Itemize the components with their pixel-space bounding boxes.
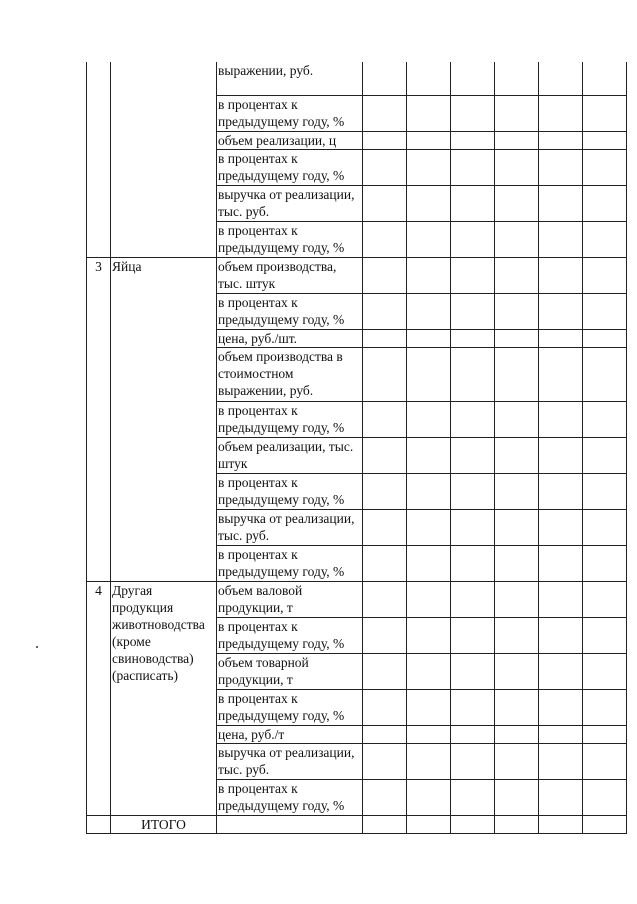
value-cell[interactable]	[495, 725, 539, 743]
row-number: 4	[87, 581, 111, 815]
value-cell[interactable]	[539, 62, 583, 95]
value-cell[interactable]	[407, 545, 451, 581]
value-cell[interactable]	[583, 725, 627, 743]
indicator-cell: объем товарной продукции, т	[217, 653, 363, 689]
value-cell[interactable]	[451, 221, 495, 257]
value-cell[interactable]	[495, 221, 539, 257]
value-cell[interactable]	[363, 437, 407, 473]
indicator-cell: в процентах к предыдущему году, %	[217, 293, 363, 329]
product-name-line: продукция	[112, 599, 174, 615]
value-cell[interactable]	[407, 293, 451, 329]
value-cell[interactable]	[451, 329, 495, 347]
value-cell[interactable]	[451, 509, 495, 545]
indicator-cell: в процентах к предыдущему году, %	[217, 545, 363, 581]
value-cell[interactable]	[495, 95, 539, 131]
indicator-cell: выражении, руб.	[217, 62, 363, 95]
value-cell[interactable]	[495, 329, 539, 347]
value-cell[interactable]	[363, 347, 407, 401]
value-cell[interactable]	[363, 329, 407, 347]
value-cell[interactable]	[363, 815, 407, 833]
table-row	[87, 581, 627, 617]
value-cell[interactable]	[407, 509, 451, 545]
value-cell[interactable]	[407, 689, 451, 725]
indicator-cell: в процентах к предыдущему году, %	[217, 95, 363, 131]
indicator-cell: в процентах к предыдущему году, %	[217, 221, 363, 257]
value-cell[interactable]	[539, 329, 583, 347]
product-name	[111, 62, 217, 257]
value-cell[interactable]	[451, 545, 495, 581]
value-cell[interactable]	[539, 473, 583, 509]
indicator-cell: выручка от реализации, тыс. руб.	[217, 743, 363, 779]
value-cell[interactable]	[363, 473, 407, 509]
total-label: ИТОГО	[111, 815, 217, 833]
value-cell[interactable]	[495, 545, 539, 581]
value-cell[interactable]	[451, 581, 495, 617]
value-cell[interactable]	[495, 293, 539, 329]
value-cell[interactable]	[495, 473, 539, 509]
value-cell[interactable]	[363, 725, 407, 743]
indicator-cell: объем валовой продукции, т	[217, 581, 363, 617]
value-cell[interactable]	[495, 131, 539, 149]
value-cell[interactable]	[583, 545, 627, 581]
value-cell[interactable]	[451, 62, 495, 95]
product-name-line: свиноводства)	[112, 650, 194, 666]
value-cell[interactable]	[495, 689, 539, 725]
indicator-cell: цена, руб./шт.	[217, 329, 363, 347]
value-cell[interactable]	[363, 221, 407, 257]
product-name-line: (расписать)	[112, 667, 179, 683]
value-cell[interactable]	[363, 95, 407, 131]
value-cell[interactable]	[539, 725, 583, 743]
value-cell[interactable]	[363, 509, 407, 545]
value-cell[interactable]	[451, 689, 495, 725]
value-cell[interactable]	[583, 509, 627, 545]
value-cell[interactable]	[451, 779, 495, 815]
value-cell[interactable]	[583, 221, 627, 257]
indicator-cell: объем производства, тыс. штук	[217, 257, 363, 293]
value-cell[interactable]	[407, 257, 451, 293]
value-cell[interactable]	[407, 725, 451, 743]
product-name-line: животноводства	[112, 616, 205, 632]
value-cell[interactable]	[539, 131, 583, 149]
value-cell[interactable]	[407, 185, 451, 221]
value-cell[interactable]	[583, 131, 627, 149]
value-cell[interactable]	[539, 185, 583, 221]
value-cell[interactable]	[451, 473, 495, 509]
value-cell[interactable]	[583, 617, 627, 653]
value-cell[interactable]	[495, 257, 539, 293]
value-cell[interactable]	[539, 347, 583, 401]
indicator-cell: объем реализации, тыс. штук	[217, 437, 363, 473]
value-cell[interactable]	[451, 743, 495, 779]
value-cell[interactable]	[451, 617, 495, 653]
value-cell[interactable]	[539, 293, 583, 329]
value-cell[interactable]	[583, 257, 627, 293]
product-name-line: Другая	[112, 582, 153, 598]
indicators-table	[86, 62, 627, 834]
value-cell[interactable]	[217, 815, 363, 833]
value-cell[interactable]	[539, 815, 583, 833]
table-row	[87, 62, 627, 95]
indicator-cell: объем производства в стоимостном выражении, руб.	[217, 347, 363, 401]
indicator-cell: в процентах к предыдущему году, %	[217, 689, 363, 725]
value-cell[interactable]	[495, 653, 539, 689]
value-cell[interactable]	[407, 779, 451, 815]
value-cell[interactable]	[495, 815, 539, 833]
value-cell[interactable]	[451, 401, 495, 437]
value-cell[interactable]	[495, 581, 539, 617]
value-cell[interactable]	[495, 617, 539, 653]
value-cell[interactable]	[495, 347, 539, 401]
row-number: 3	[87, 257, 111, 581]
value-cell[interactable]	[495, 509, 539, 545]
value-cell[interactable]	[363, 401, 407, 437]
value-cell[interactable]	[363, 581, 407, 617]
value-cell[interactable]	[451, 149, 495, 185]
indicator-cell: выручка от реализации, тыс. руб.	[217, 509, 363, 545]
value-cell[interactable]	[407, 653, 451, 689]
value-cell[interactable]	[539, 689, 583, 725]
value-cell[interactable]	[407, 401, 451, 437]
value-cell[interactable]	[363, 257, 407, 293]
value-cell[interactable]	[539, 221, 583, 257]
value-cell[interactable]	[539, 95, 583, 131]
indicator-cell: выручка от реализации, тыс. руб.	[217, 185, 363, 221]
value-cell[interactable]	[407, 329, 451, 347]
total-row	[87, 815, 627, 833]
value-cell[interactable]	[495, 437, 539, 473]
table-row	[87, 257, 627, 293]
value-cell[interactable]	[407, 347, 451, 401]
indicator-cell: объем реализации, ц	[217, 131, 363, 149]
value-cell[interactable]	[539, 257, 583, 293]
value-cell[interactable]	[407, 815, 451, 833]
value-cell[interactable]	[363, 779, 407, 815]
value-cell[interactable]	[407, 62, 451, 95]
indicator-cell: в процентах к предыдущему году, %	[217, 779, 363, 815]
value-cell[interactable]	[363, 653, 407, 689]
value-cell[interactable]	[451, 257, 495, 293]
value-cell[interactable]	[583, 185, 627, 221]
value-cell[interactable]	[583, 95, 627, 131]
product-name-line: (кроме	[112, 633, 151, 649]
value-cell[interactable]	[583, 653, 627, 689]
value-cell[interactable]	[495, 401, 539, 437]
value-cell[interactable]	[583, 347, 627, 401]
value-cell[interactable]	[407, 149, 451, 185]
value-cell[interactable]	[583, 293, 627, 329]
scan-speck	[36, 646, 38, 648]
value-cell[interactable]	[407, 437, 451, 473]
value-cell[interactable]	[539, 581, 583, 617]
value-cell[interactable]	[363, 131, 407, 149]
value-cell[interactable]	[363, 149, 407, 185]
value-cell[interactable]	[583, 779, 627, 815]
indicator-cell: в процентах к предыдущему году, %	[217, 149, 363, 185]
value-cell[interactable]	[363, 689, 407, 725]
value-cell[interactable]	[363, 545, 407, 581]
value-cell[interactable]	[407, 221, 451, 257]
value-cell[interactable]	[407, 473, 451, 509]
indicator-cell: в процентах к предыдущему году, %	[217, 617, 363, 653]
value-cell[interactable]	[407, 131, 451, 149]
value-cell[interactable]	[495, 185, 539, 221]
value-cell[interactable]	[495, 743, 539, 779]
value-cell[interactable]	[583, 437, 627, 473]
value-cell[interactable]	[451, 437, 495, 473]
value-cell[interactable]	[495, 62, 539, 95]
value-cell[interactable]	[583, 743, 627, 779]
value-cell[interactable]	[583, 62, 627, 95]
value-cell[interactable]	[451, 653, 495, 689]
value-cell[interactable]	[407, 617, 451, 653]
value-cell[interactable]	[451, 293, 495, 329]
value-cell[interactable]	[451, 131, 495, 149]
value-cell[interactable]	[539, 149, 583, 185]
value-cell[interactable]	[407, 743, 451, 779]
value-cell[interactable]	[451, 95, 495, 131]
value-cell[interactable]	[583, 401, 627, 437]
value-cell[interactable]	[583, 473, 627, 509]
value-cell[interactable]	[495, 779, 539, 815]
value-cell[interactable]	[539, 437, 583, 473]
value-cell[interactable]	[583, 689, 627, 725]
value-cell[interactable]	[451, 725, 495, 743]
indicator-cell: в процентах к предыдущему году, %	[217, 401, 363, 437]
value-cell[interactable]	[407, 95, 451, 131]
product-name	[111, 581, 217, 815]
total-number-cell	[87, 815, 111, 833]
value-cell[interactable]	[583, 329, 627, 347]
value-cell[interactable]	[583, 149, 627, 185]
value-cell[interactable]	[407, 581, 451, 617]
value-cell[interactable]	[451, 347, 495, 401]
value-cell[interactable]	[363, 617, 407, 653]
value-cell[interactable]	[539, 617, 583, 653]
value-cell[interactable]	[363, 293, 407, 329]
indicator-cell: цена, руб./т	[217, 725, 363, 743]
value-cell[interactable]	[451, 185, 495, 221]
value-cell[interactable]	[495, 149, 539, 185]
value-cell[interactable]	[583, 815, 627, 833]
value-cell[interactable]	[363, 743, 407, 779]
value-cell[interactable]	[539, 743, 583, 779]
value-cell[interactable]	[583, 581, 627, 617]
product-name-line: Яйца	[112, 258, 142, 274]
value-cell[interactable]	[539, 779, 583, 815]
value-cell[interactable]	[451, 815, 495, 833]
value-cell[interactable]	[363, 185, 407, 221]
product-name	[111, 257, 217, 581]
value-cell[interactable]	[363, 62, 407, 95]
value-cell[interactable]	[539, 401, 583, 437]
value-cell[interactable]	[539, 653, 583, 689]
value-cell[interactable]	[539, 509, 583, 545]
indicator-cell: в процентах к предыдущему году, %	[217, 473, 363, 509]
row-number	[87, 62, 111, 257]
value-cell[interactable]	[539, 545, 583, 581]
